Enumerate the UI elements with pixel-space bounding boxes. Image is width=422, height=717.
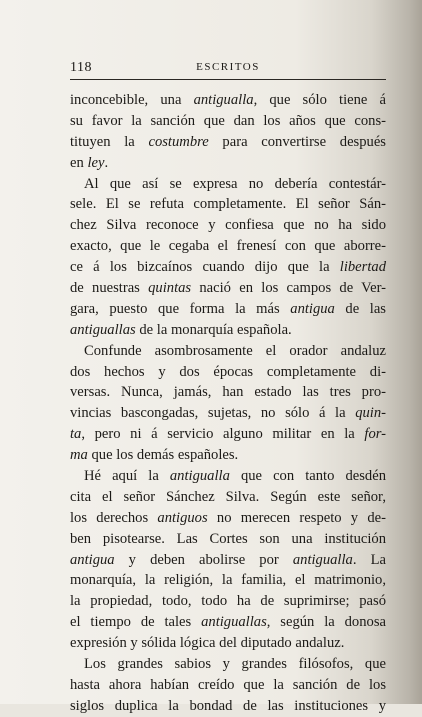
text-line	[70, 174, 386, 195]
italic-text: libertad	[339, 259, 386, 276]
text-run: , según la donosa	[266, 614, 386, 631]
text-run: , que sólo tiene á	[253, 92, 387, 108]
italic-text: quin-	[355, 405, 386, 422]
text-run: ce á los bizcaínos cuando dijo que la	[70, 259, 340, 276]
text-run: los derechos	[70, 509, 158, 526]
text-run: en	[70, 154, 88, 171]
italic-text: costumbre	[148, 133, 209, 150]
text-line	[70, 215, 386, 236]
italic-text: antiguallas	[70, 321, 136, 338]
text-line	[70, 153, 386, 174]
text-line	[70, 696, 386, 717]
text-run: tituyen la	[70, 133, 149, 150]
text-line	[70, 675, 386, 696]
text-line	[70, 612, 386, 633]
text-run: su favor la sanción que dan los años que cons-	[70, 112, 386, 129]
text-line	[70, 654, 386, 675]
text-run: que los demás españoles.	[87, 447, 239, 464]
italic-text: antigualla	[292, 551, 353, 568]
text-line	[70, 633, 386, 654]
text-run: exacto, que le cegaba el frenesí con que aborre-	[70, 238, 386, 255]
italic-text: for-	[364, 426, 386, 443]
italic-text: antigua	[70, 551, 115, 568]
text-line	[70, 529, 386, 550]
text-line	[70, 111, 386, 132]
text-run: de las	[334, 300, 386, 317]
text-run: para convertirse después	[208, 133, 386, 150]
text-line	[70, 90, 386, 111]
text-run: sele. El se refuta completamente. El señor Sán-	[70, 196, 386, 213]
text-run: . La	[352, 551, 386, 568]
text-run: monarquía, la religión, la familia, el matrimonio,	[70, 572, 386, 589]
text-line	[70, 466, 386, 487]
text-run: el tiempo de tales	[70, 614, 202, 631]
text-run: Los grandes sabios y grandes filósofos, que	[84, 656, 386, 673]
text-run: .	[104, 154, 109, 171]
text-line	[70, 132, 386, 153]
text-line	[70, 320, 386, 341]
text-line	[70, 236, 386, 257]
italic-text: antiguos	[157, 509, 208, 526]
text-run: expresión y sólida lógica del diputado andaluz.	[70, 635, 345, 652]
text-run: gara, puesto que forma la más	[70, 300, 291, 317]
text-run: nació en los campos de Ver-	[191, 280, 386, 297]
text-run: Hé aquí la	[84, 468, 170, 485]
text-run: cita el señor Sánchez Silva. Según este señor,	[70, 488, 386, 505]
text-run: que con tanto desdén	[229, 468, 386, 485]
text-run: Confunde asombrosamente el orador andaluz	[84, 342, 386, 359]
text-run: ben pisotearse. Las Cortes son una institución	[70, 530, 386, 547]
text-run: de la monarquía española.	[135, 321, 292, 338]
text-line	[70, 445, 386, 466]
text-run: vincias bascongadas, sujetas, no sólo á la	[70, 405, 356, 422]
text-line	[70, 278, 386, 299]
running-head: ESCRITOS	[196, 61, 260, 73]
text-run: versas. Nunca, jamás, han estado las tres pro-	[70, 384, 386, 401]
text-run: hasta ahora habían creído que la sanción de los	[70, 676, 386, 693]
body-text	[70, 90, 386, 717]
text-run: Al que así se expresa no debería contestár-	[84, 175, 386, 192]
text-line	[70, 424, 386, 445]
italic-text: ley	[87, 154, 105, 171]
text-run: no merecen respeto y de-	[207, 509, 386, 526]
text-line	[70, 257, 386, 278]
page-header	[70, 60, 386, 76]
page-number: 118	[70, 60, 92, 75]
text-line	[70, 194, 386, 215]
text-line	[70, 591, 386, 612]
text-line	[70, 487, 386, 508]
text-line	[70, 382, 386, 403]
text-run: , pero ni á servicio alguno militar en la	[81, 426, 365, 443]
text-run: y deben abolirse por	[114, 551, 293, 568]
text-line	[70, 570, 386, 591]
text-line	[70, 341, 386, 362]
text-run: inconcebible, una	[70, 92, 194, 108]
text-line	[70, 550, 386, 571]
italic-text: ma	[70, 447, 88, 464]
italic-text: antiguallas	[201, 614, 267, 631]
italic-text: ta	[70, 426, 82, 443]
italic-text: antigualla	[193, 92, 254, 108]
text-run: siglos duplica la bondad de las instituciones y	[70, 697, 386, 714]
text-run: la propiedad, todo, todo ha de suprimirse; pasó	[70, 593, 386, 610]
header-rule	[70, 79, 386, 80]
italic-text: antigualla	[169, 468, 230, 485]
italic-text: antigua	[290, 300, 335, 317]
text-line	[70, 362, 386, 383]
text-run: chez Silva reconoce y confiesa que no ha sido	[70, 217, 386, 234]
italic-text: quintas	[148, 280, 192, 297]
text-line	[70, 299, 386, 320]
text-run: de nuestras	[70, 280, 149, 297]
text-run: dos hechos y dos épocas completamente di-	[70, 363, 386, 380]
text-line	[70, 403, 386, 424]
text-line	[70, 508, 386, 529]
